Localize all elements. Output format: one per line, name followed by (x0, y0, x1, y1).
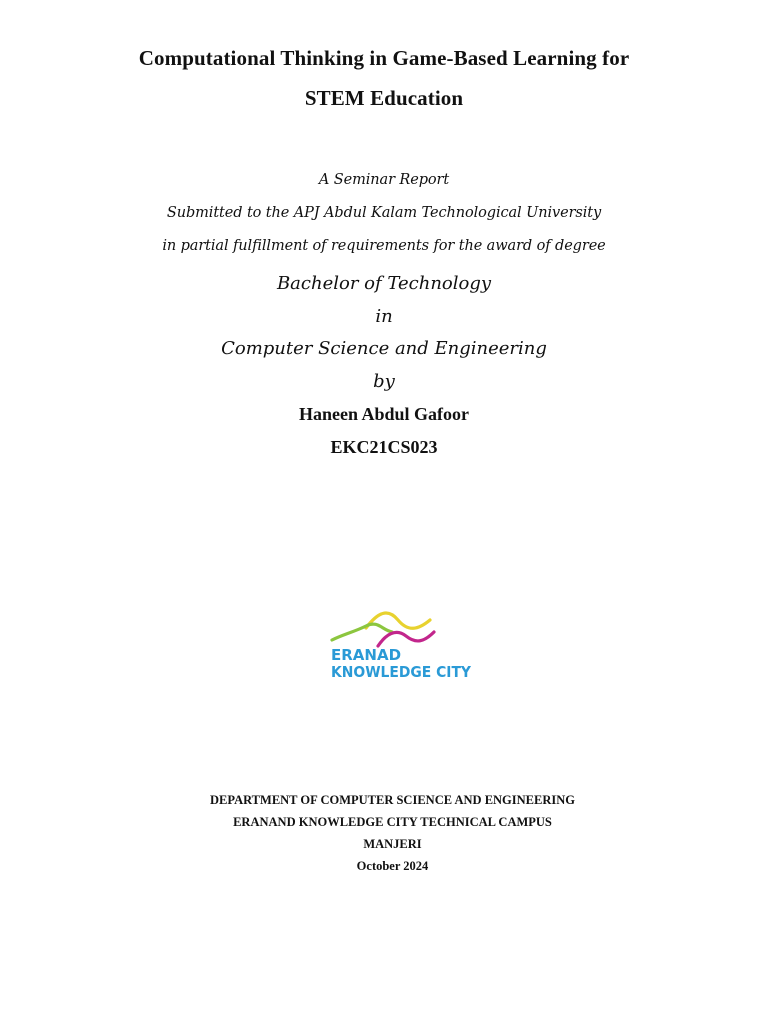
campus-name: ERANAND KNOWLEDGE CITY TECHNICAL CAMPUS (233, 815, 552, 829)
report-title-line-2: STEM Education (304, 86, 464, 110)
fulfillment-line: in partial fulfillment of requirements for the award of degree (162, 238, 606, 254)
logo-text-line-1: ERANAD (331, 646, 402, 664)
branch-name: Computer Science and Engineering (221, 338, 547, 359)
logo-wave-magenta (378, 632, 434, 646)
department-name: DEPARTMENT OF COMPUTER SCIENCE AND ENGINEERING (210, 793, 575, 807)
by-word: by (373, 371, 395, 392)
logo-text-line-2: KNOWLEDGE CITY (331, 663, 473, 681)
place-name: MANJERI (363, 837, 422, 851)
author-register-number: EKC21CS023 (330, 437, 438, 457)
report-title-line-1: Computational Thinking in Game-Based Learning for (138, 46, 630, 70)
report-type: A Seminar Report (318, 172, 450, 188)
author-name: Haneen Abdul Gafoor (298, 404, 470, 424)
institution-logo (326, 606, 476, 682)
report-date: October 2024 (356, 859, 429, 873)
degree-name: Bachelor of Technology (276, 273, 492, 294)
submitted-to-line: Submitted to the APJ Abdul Kalam Technological University (166, 205, 602, 221)
in-word: in (375, 306, 393, 327)
